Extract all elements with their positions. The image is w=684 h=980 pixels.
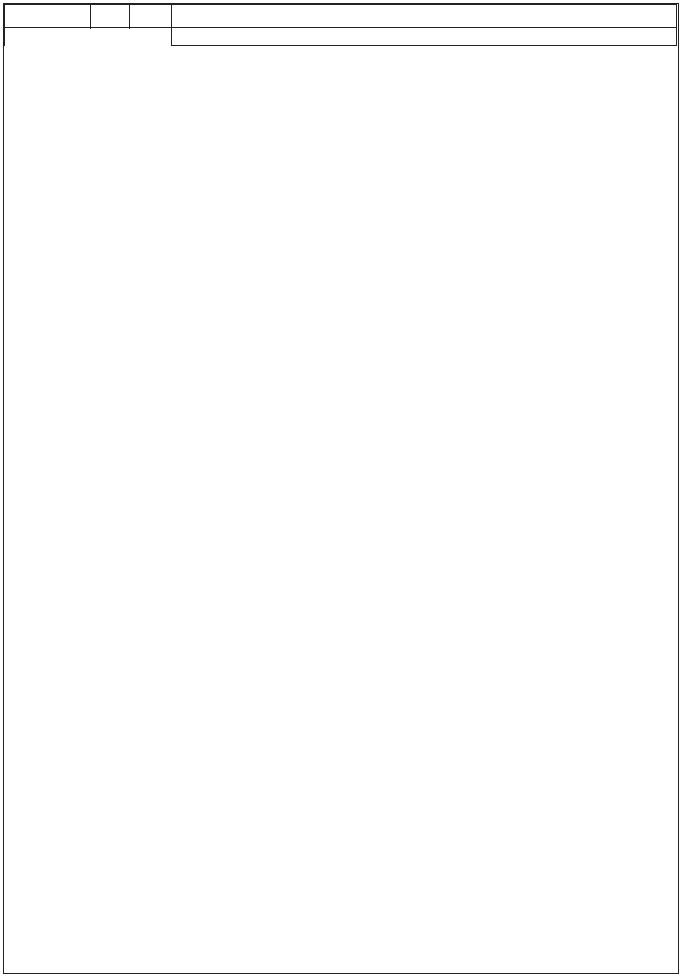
- lmax-header: [172, 5, 677, 28]
- ref-header: [5, 5, 91, 28]
- lmin-blank-cell: [5, 28, 172, 46]
- dimensions-table: [4, 4, 677, 46]
- table-frame: [3, 3, 679, 974]
- table-header: [5, 5, 677, 46]
- di-header: [91, 5, 130, 28]
- lmin-header: [172, 28, 677, 46]
- de-header: [129, 5, 172, 28]
